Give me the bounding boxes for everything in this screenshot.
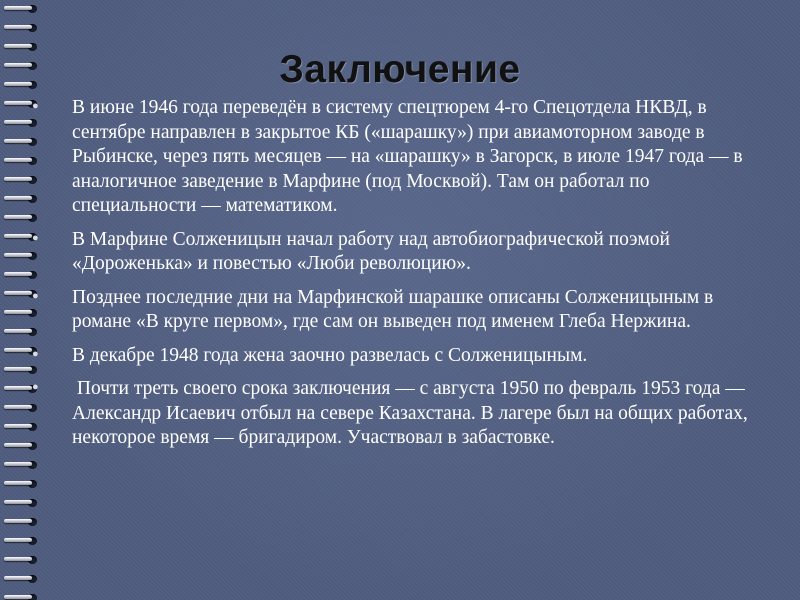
- ring-wire: [4, 6, 32, 10]
- ring-wire: [4, 538, 32, 542]
- ring-wire: [4, 386, 32, 390]
- ring-wire: [4, 576, 32, 580]
- slide-content: [32, 96, 772, 460]
- binding-ring-icon: [4, 479, 34, 488]
- binding-ring-icon: [4, 555, 34, 564]
- binding-ring-icon: [4, 441, 34, 450]
- ring-wire: [4, 424, 32, 428]
- binding-ring-icon: [4, 365, 34, 374]
- binding-ring-icon: [4, 574, 34, 583]
- bullet-item: [32, 228, 772, 277]
- ring-wire: [4, 367, 32, 371]
- ring-wire: [4, 139, 32, 143]
- bullet-text: В декабре 1948 года жена заочно развелась с Солженицыным.: [72, 344, 588, 366]
- ring-wire: [4, 310, 32, 314]
- binding-ring-icon: [4, 593, 34, 600]
- binding-ring-icon: [4, 99, 34, 108]
- ring-wire: [4, 481, 32, 485]
- binding-ring-icon: [4, 270, 34, 279]
- binding-ring-icon: [4, 536, 34, 545]
- bullet-text: В Марфине Солженицын начал работу над автобиографической поэмой «Дороженька» и повестью «Люби революцию».: [72, 228, 670, 274]
- bullet-dot-icon: ●: [32, 289, 39, 302]
- binding-ring-icon: [4, 175, 34, 184]
- bullet-dot-icon: ●: [32, 381, 39, 393]
- ring-wire: [4, 557, 32, 561]
- ring-wire: [4, 443, 32, 447]
- binding-ring-icon: [4, 194, 34, 203]
- binding-ring-icon: [4, 517, 34, 526]
- bullet-dot-icon: ●: [32, 100, 39, 112]
- binding-ring-icon: [4, 232, 34, 241]
- binding-ring-icon: [4, 213, 34, 222]
- ring-wire: [4, 462, 32, 466]
- binding-ring-icon: [4, 137, 34, 146]
- ring-wire: [4, 291, 32, 295]
- bullet-text: В июне 1946 года переведён в систему спецтюрем 4-го Спецотдела НКВД, в сентябре направлен в закрытое КБ («шарашку») при авиамоторном заводе в Рыбинске, через пять месяцев — на «шарашку» в Загорск, в июле 1947 года — в аналогичное заведение в Марфине (под Москвой). Там он работал по специальности — математиком.: [72, 97, 743, 216]
- binding-ring-icon: [4, 403, 34, 412]
- bullet-item: [32, 96, 772, 219]
- slide-title: Заключение: [279, 48, 521, 91]
- binding-ring-icon: [4, 498, 34, 507]
- binding-ring-icon: [4, 422, 34, 431]
- ring-wire: [4, 234, 32, 238]
- binding-ring-icon: [4, 327, 34, 336]
- binding-ring-icon: [4, 4, 34, 13]
- ring-wire: [4, 595, 32, 599]
- binding-ring-icon: [4, 23, 34, 32]
- bullet-dot-icon: ●: [32, 347, 39, 360]
- ring-wire: [4, 196, 32, 200]
- binding-ring-icon: [4, 308, 34, 317]
- binding-ring-icon: [4, 460, 34, 469]
- bullet-text: Почти треть своего срока заключения — с августа 1950 по февраль 1953 года — Александр Исаевич отбыл на севере Казахстана. В лагере был на общих работах, некоторое время — бригадиром. Участвовал в забастовке.: [72, 378, 753, 448]
- ring-wire: [4, 405, 32, 409]
- ring-wire: [4, 253, 32, 257]
- binding-ring-icon: [4, 251, 34, 260]
- ring-wire: [4, 158, 32, 162]
- ring-wire: [4, 25, 32, 29]
- ring-wire: [4, 177, 32, 181]
- ring-wire: [4, 120, 32, 124]
- binding-ring-icon: [4, 118, 34, 127]
- bullet-dot-icon: ●: [32, 231, 39, 244]
- binding-ring-icon: [4, 289, 34, 298]
- bullet-text: Позднее последние дни на Марфинской шарашке описаны Солженицыным в романе «В круге первом», где сам он выведен под именем Глеба Нержина.: [72, 286, 714, 332]
- ring-wire: [4, 215, 32, 219]
- bullet-item: [32, 344, 772, 369]
- ring-wire: [4, 101, 32, 105]
- bullet-item: [32, 286, 772, 335]
- binding-ring-icon: [4, 156, 34, 165]
- ring-wire: [4, 348, 32, 352]
- ring-wire: [4, 329, 32, 333]
- ring-wire: [4, 272, 32, 276]
- binding-ring-icon: [4, 346, 34, 355]
- bullet-item: [32, 377, 772, 451]
- ring-wire: [4, 519, 32, 523]
- binding-ring-icon: [4, 384, 34, 393]
- ring-wire: [4, 500, 32, 504]
